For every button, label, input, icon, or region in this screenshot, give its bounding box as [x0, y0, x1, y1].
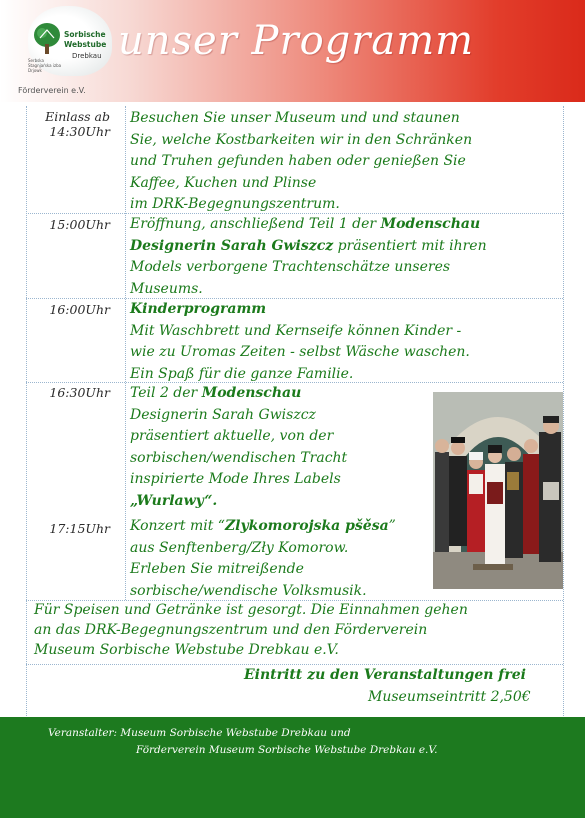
logo-name-line2: Webstube [64, 40, 107, 49]
museum-fee: Museumseintritt 2,50€ [368, 689, 531, 705]
table-row [26, 298, 563, 383]
food-note [34, 600, 468, 660]
emphasis: Kinderprogramm [130, 301, 267, 317]
text-line: Für Speisen und Getränke ist gesorgt. Die Einnahmen gehen [34, 602, 468, 618]
text-line: Ein Spaß für die ganze Familie. [130, 365, 354, 382]
emphasis: „Wurlawy“. [130, 492, 218, 509]
text-line: an das DRK-Begegnungszentrum und den Förderverein [34, 622, 428, 638]
tree-icon [32, 22, 62, 56]
page-title: unser Programm [118, 18, 475, 64]
text-line [130, 491, 347, 513]
text-span: Eröffnung, anschließend Teil 1 der [130, 216, 381, 232]
musicians-photo [433, 392, 563, 589]
emphasis: Zlykomorojska pšěsa [224, 518, 389, 534]
row-description [130, 383, 347, 512]
table-row [26, 213, 563, 299]
verein-label: Förderverein e.V. [18, 86, 86, 95]
organizer-line2: Förderverein Museum Sorbische Webstube Drebkau e.V. [136, 744, 438, 756]
text-line: Designerin Sarah Gwiszcz [130, 406, 316, 423]
row-time: Einlass ab 14:30Uhr [45, 109, 110, 139]
text-line: sorbische/wendische Volksmusik. [130, 582, 367, 599]
text-line: sorbischen/wendischen Tracht [130, 449, 348, 466]
emphasis: Designerin Sarah Gwiszcz [130, 237, 334, 254]
row-description [130, 299, 470, 385]
text-line: Erleben Sie mitreißende [130, 561, 304, 577]
text-span: Teil 2 der [130, 385, 202, 401]
text-line: Museums. [130, 280, 203, 297]
text-line [130, 383, 347, 405]
logo [12, 6, 107, 84]
emphasis: Modenschau [380, 216, 481, 232]
text-line: Kaffee, Kuchen und Plinse [130, 174, 317, 191]
text-line: Besuchen Sie unser Museum und und staunen [130, 110, 460, 126]
text-line: im DRK-Begegnungszentrum. [130, 196, 340, 212]
text-line: Models verborgene Trachtenschätze unseres [130, 259, 451, 275]
entry-note: Eintritt zu den Veranstaltungen frei [244, 667, 526, 683]
text-span: präsentiert mit ihren [333, 237, 487, 254]
text-line: Museum Sorbische Webstube Drebkau e.V. [34, 642, 339, 658]
row-description [130, 108, 472, 216]
table-border-right [563, 106, 564, 716]
logo-small-text: Serbska Stagnjaŕska izba Drjowk [28, 58, 62, 73]
organizer-bar [0, 717, 585, 818]
emphasis: Modenschau [201, 385, 302, 401]
text-line [130, 214, 487, 236]
row-time: 17:15Uhr [49, 521, 110, 536]
row-time: 16:00Uhr [49, 302, 110, 317]
text-line: inspirierte Mode Ihres Labels [130, 471, 341, 487]
row-description [130, 214, 487, 300]
row-time: 15:00Uhr [49, 217, 110, 232]
text-line [130, 299, 470, 321]
logo-name-line3: Drebkau [72, 52, 102, 60]
text-line [130, 516, 396, 538]
organizer-line1: Veranstalter: Museum Sorbische Webstube Drebkau und [48, 727, 351, 739]
text-line [130, 236, 487, 258]
text-span: ” [388, 518, 396, 534]
text-line: Mit Waschbrett und Kernseife können Kinder - [130, 322, 462, 339]
text-span: Konzert mit “ [130, 518, 225, 534]
text-line: aus Senftenberg/Zły Komorow. [130, 539, 349, 556]
logo-name-line1: Sorbische [64, 30, 106, 39]
text-line: präsentiert aktuelle, von der [130, 428, 334, 444]
row-description [130, 516, 396, 602]
text-line: und Truhen gefunden haben oder genießen Sie [130, 153, 466, 169]
text-line: wie zu Uromas Zeiten - selbst Wäsche waschen. [130, 344, 470, 360]
row-time: 16:30Uhr [49, 385, 110, 400]
header-banner [0, 0, 585, 102]
text-line: Sie, welche Kostbarkeiten wir in den Schränken [130, 131, 473, 148]
table-row [26, 106, 563, 214]
